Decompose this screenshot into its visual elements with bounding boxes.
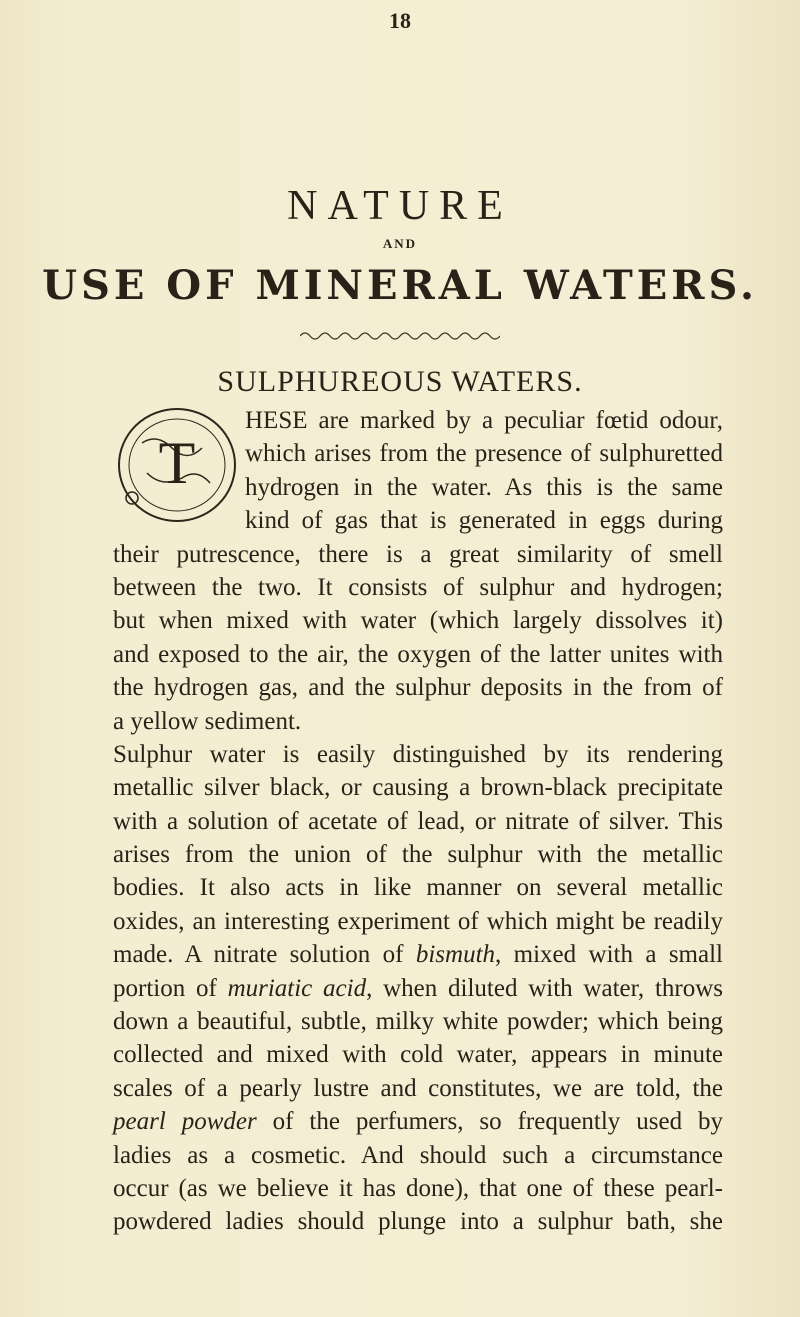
text-line: hydrogen in the water. As this is the same bbox=[245, 473, 723, 501]
page-number: 18 bbox=[389, 8, 411, 33]
text-line bbox=[113, 938, 723, 971]
text-line: metallic silver black, or causing a brown-black precipitate bbox=[113, 774, 723, 802]
text-segment: made. A nitrate solution of bbox=[113, 941, 416, 969]
heading-title: NATURE bbox=[287, 183, 513, 229]
text-segment: of the perfumers, so frequently used by bbox=[256, 1108, 724, 1136]
text-segment: portion of bbox=[113, 974, 228, 1002]
text-line: arises from the union of the sulphur with the metallic bbox=[113, 841, 723, 869]
text-line: Sulphur water is easily distinguished by its rendering bbox=[113, 740, 723, 768]
drop-cap-letter: T bbox=[158, 430, 196, 496]
text-line: oxides, an interesting experiment of which might be readily bbox=[113, 907, 723, 935]
text-line: bodies. It also acts in like manner on several metallic bbox=[113, 874, 723, 902]
text-segment: , when diluted with water, throws bbox=[366, 974, 723, 1002]
text-line: but when mixed with water (which largely dissolves it) bbox=[113, 607, 723, 635]
italic-term: pearl powder bbox=[113, 1108, 257, 1136]
italic-term: muriatic acid bbox=[227, 974, 367, 1002]
heading-connector: AND bbox=[382, 236, 418, 251]
text-line bbox=[113, 972, 723, 1005]
text-line: ladies as a cosmetic. And should such a circumstance bbox=[113, 1141, 723, 1169]
text-line: down a beautiful, subtle, milky white powder; which being bbox=[113, 1008, 723, 1036]
text-line: HESE are marked by a peculiar fœtid odour, bbox=[245, 407, 723, 434]
wavy-ornament-divider bbox=[300, 330, 500, 342]
section-title: SULPHUREOUS WATERS. bbox=[217, 365, 583, 398]
text-line: kind of gas that is generated in eggs during bbox=[245, 507, 723, 535]
text-line: and exposed to the air, the oxygen of the latter unites with bbox=[113, 640, 723, 668]
text-line: which arises from the presence of sulphuretted bbox=[245, 440, 723, 468]
body-text bbox=[113, 404, 723, 1239]
text-line: scales of a pearly lustre and constitutes, we are told, the bbox=[113, 1074, 723, 1102]
text-line: with a solution of acetate of lead, or nitrate of silver. This bbox=[113, 807, 723, 835]
text-line: collected and mixed with cold water, appears in minute bbox=[113, 1041, 723, 1069]
italic-term: bismuth bbox=[415, 941, 496, 969]
text-line: between the two. It consists of sulphur and hydrogen; bbox=[113, 573, 723, 601]
text-line: occur (as we believe it has done), that one of these pearl- bbox=[113, 1174, 723, 1202]
text-line: their putrescence, there is a great similarity of smell bbox=[113, 540, 723, 568]
text-line: powdered ladies should plunge into a sulphur bath, she bbox=[113, 1208, 723, 1236]
text-segment: , mixed with a small bbox=[495, 941, 723, 969]
text-line: a yellow sediment. bbox=[113, 707, 302, 735]
heading-subtitle: USE OF MINERAL WATERS. bbox=[42, 262, 758, 309]
text-line: the hydrogen gas, and the sulphur deposits in the from of bbox=[113, 674, 723, 702]
text-line bbox=[113, 1105, 723, 1138]
